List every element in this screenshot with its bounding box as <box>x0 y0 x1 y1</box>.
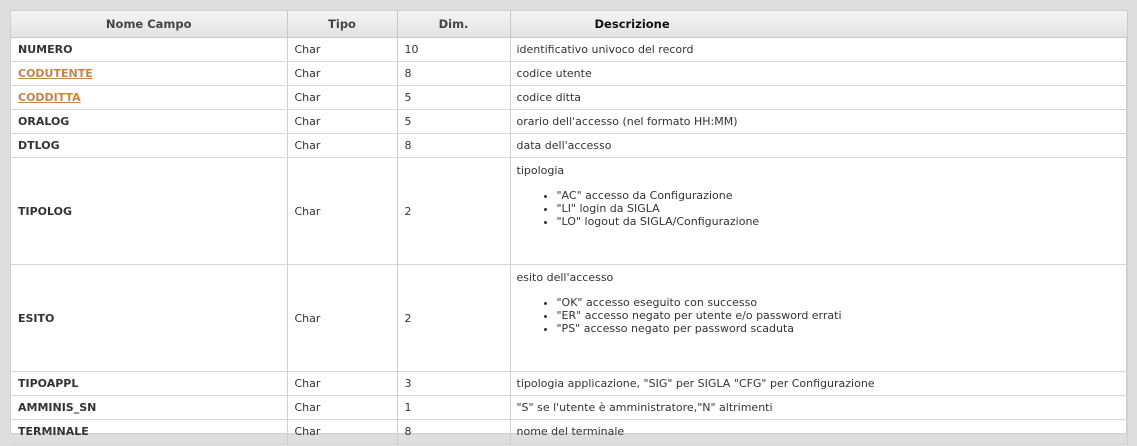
field-name-cell: AMMINIS_SN <box>11 396 287 420</box>
table-row <box>11 86 1127 110</box>
field-type-cell: Char <box>287 38 397 62</box>
field-type-cell: Char <box>287 158 397 265</box>
table-row <box>11 38 1127 62</box>
field-description-text: identificativo univoco del record <box>516 43 694 56</box>
field-description-cell <box>510 158 1127 265</box>
field-name-cell: NUMERO <box>11 38 287 62</box>
field-type-cell: Char <box>287 134 397 158</box>
field-description-text: "S" se l'utente è amministratore,"N" altrimenti <box>516 401 773 414</box>
field-description-text: codice ditta <box>516 91 582 104</box>
field-dim-cell: 8 <box>397 134 510 158</box>
field-dim-cell: 3 <box>397 372 510 396</box>
description-bullet-item: • "AC" accesso da Configurazione <box>557 189 1120 202</box>
field-dim-cell: 2 <box>397 158 510 265</box>
field-name-link[interactable]: CODDITTA <box>18 91 81 104</box>
field-type-cell: Char <box>287 420 397 444</box>
field-description-cell <box>510 62 1127 86</box>
field-description-cell <box>510 38 1127 62</box>
description-bullet-item: • "LI" login da SIGLA <box>557 202 1120 215</box>
field-description-cell <box>510 134 1127 158</box>
field-description-text: orario dell'accesso (nel formato HH:MM) <box>516 115 738 128</box>
field-description-cell <box>510 372 1127 396</box>
description-bullet-list <box>517 296 1120 335</box>
field-name-cell[interactable] <box>11 62 287 86</box>
field-dim-cell: 8 <box>397 62 510 86</box>
field-description-text: data dell'accesso <box>516 139 612 152</box>
field-type-cell: Char <box>287 372 397 396</box>
field-name-cell: TERMINALE <box>11 420 287 444</box>
content-panel <box>10 10 1127 438</box>
field-description-text: esito dell'accesso <box>516 271 614 284</box>
table-row <box>11 158 1127 265</box>
field-name-cell[interactable] <box>11 86 287 110</box>
field-dim-cell: 2 <box>397 265 510 372</box>
field-description-cell <box>510 86 1127 110</box>
table-row <box>11 62 1127 86</box>
field-type-cell: Char <box>287 110 397 134</box>
field-type-cell: Char <box>287 62 397 86</box>
description-bullet-item: • "OK" accesso eseguito con successo <box>557 296 1120 309</box>
table-row <box>11 265 1127 372</box>
table-row <box>11 396 1127 420</box>
field-dim-cell: 8 <box>397 420 510 444</box>
header-descrizione: Descrizione <box>510 11 1127 38</box>
field-name-cell: ORALOG <box>11 110 287 134</box>
header-dim: Dim. <box>397 11 510 38</box>
field-type-cell: Char <box>287 396 397 420</box>
field-type-cell: Char <box>287 265 397 372</box>
field-name-cell: TIPOAPPL <box>11 372 287 396</box>
field-description-cell <box>510 396 1127 420</box>
field-dim-cell: 5 <box>397 86 510 110</box>
header-tipo: Tipo <box>287 11 397 38</box>
table-row <box>11 372 1127 396</box>
table-row <box>11 110 1127 134</box>
description-bullet-list <box>517 189 1120 228</box>
table-header-row <box>11 11 1127 38</box>
field-type-cell: Char <box>287 86 397 110</box>
table-row <box>11 134 1127 158</box>
field-description-cell <box>510 265 1127 372</box>
description-bullet-item: • "PS" accesso negato per password scaduta <box>557 322 1120 335</box>
field-description-cell <box>510 420 1127 444</box>
field-name-cell: TIPOLOG <box>11 158 287 265</box>
field-name-cell: DTLOG <box>11 134 287 158</box>
field-dim-cell: 10 <box>397 38 510 62</box>
field-description-text: nome del terminale <box>516 425 625 438</box>
field-description-text: codice utente <box>516 67 592 80</box>
field-name-cell: ESITO <box>11 265 287 372</box>
field-dim-cell: 5 <box>397 110 510 134</box>
field-description-cell <box>510 110 1127 134</box>
description-bullet-item: • "LO" logout da SIGLA/Configurazione <box>557 215 1120 228</box>
field-name-link[interactable]: CODUTENTE <box>18 67 93 80</box>
fields-table <box>11 11 1128 444</box>
field-description-text: tipologia applicazione, "SIG" per SIGLA "CFG" per Configurazione <box>516 377 875 390</box>
table-row <box>11 420 1127 444</box>
description-bullet-item: • "ER" accesso negato per utente e/o password errati <box>557 309 1120 322</box>
field-dim-cell: 1 <box>397 396 510 420</box>
header-nome-campo: Nome Campo <box>11 11 287 38</box>
field-description-text: tipologia <box>516 164 565 177</box>
